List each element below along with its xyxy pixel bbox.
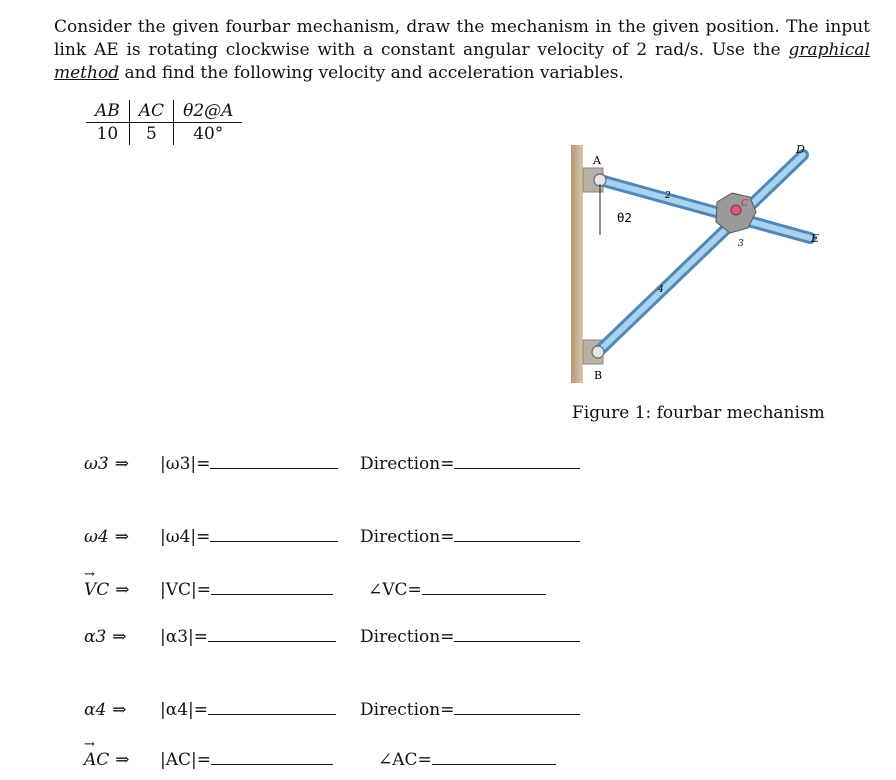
magnitude-omega3: |ω3|= bbox=[160, 454, 338, 474]
omega4-direction-blank[interactable] bbox=[454, 540, 580, 542]
answer-row-alpha4 bbox=[0, 700, 896, 730]
vc-angle-blank[interactable] bbox=[422, 593, 546, 595]
answer-row-alpha3 bbox=[0, 627, 896, 657]
figure-caption: Figure 1: fourbar mechanism bbox=[572, 403, 825, 423]
pin-b bbox=[592, 346, 604, 358]
magnitude-alpha4: |α4|= bbox=[160, 700, 336, 720]
omega4-magnitude-blank[interactable] bbox=[210, 540, 338, 542]
label-link-3: 3 bbox=[738, 239, 744, 249]
answer-row-vc bbox=[0, 580, 896, 610]
answer-row-omega4 bbox=[0, 527, 896, 557]
header-ab: AB bbox=[86, 100, 129, 123]
label-d: D bbox=[796, 143, 805, 156]
ac-magnitude-blank[interactable] bbox=[211, 763, 333, 765]
label-a: A bbox=[593, 154, 601, 167]
magnitude-alpha3: |α3|= bbox=[160, 627, 336, 647]
direction-omega3: Direction= bbox=[360, 454, 580, 474]
symbol-ac: → AC ⇒ bbox=[84, 750, 130, 770]
answer-row-ac bbox=[0, 750, 896, 780]
alpha3-magnitude-blank[interactable] bbox=[208, 640, 336, 642]
ac-angle-blank[interactable] bbox=[432, 763, 556, 765]
header-theta: θ2@A bbox=[174, 100, 243, 123]
label-link-2: 2 bbox=[665, 191, 671, 201]
problem-text-before: Consider the given fourbar mechanism, draw the mechanism in the given position. The input link AE is rotating clockwise with a constant angular velocity of 2 rad/s. Use the bbox=[54, 17, 870, 60]
symbol-alpha3: α3 ⇒ bbox=[84, 627, 127, 647]
vc-magnitude-blank[interactable] bbox=[211, 593, 333, 595]
fourbar-mechanism-figure bbox=[560, 140, 840, 390]
magnitude-vc: |VC|= bbox=[160, 580, 333, 600]
label-c: C bbox=[741, 199, 748, 209]
alpha4-magnitude-blank[interactable] bbox=[208, 713, 336, 715]
omega3-direction-blank[interactable] bbox=[454, 467, 580, 469]
direction-omega4: Direction= bbox=[360, 527, 580, 547]
angle-ac: ∠AC= bbox=[378, 750, 556, 770]
pin-c bbox=[731, 205, 741, 215]
answer-row-omega3 bbox=[0, 454, 896, 484]
symbol-omega3: ω3 ⇒ bbox=[84, 454, 129, 474]
angle-vc: ∠VC= bbox=[368, 580, 546, 600]
parameter-table bbox=[86, 100, 242, 145]
magnitude-omega4: |ω4|= bbox=[160, 527, 338, 547]
value-theta: 40° bbox=[193, 124, 224, 144]
label-e: E bbox=[811, 232, 820, 245]
label-b: B bbox=[594, 369, 603, 382]
symbol-vc: → VC ⇒ bbox=[84, 580, 130, 600]
magnitude-ac: |AC|= bbox=[160, 750, 333, 770]
value-ab: 10 bbox=[86, 123, 129, 146]
header-ac: AC bbox=[129, 100, 173, 123]
problem-statement bbox=[54, 16, 870, 85]
symbol-alpha4: α4 ⇒ bbox=[84, 700, 127, 720]
direction-alpha3: Direction= bbox=[360, 627, 580, 647]
graphical-method-text: graphical method bbox=[54, 40, 870, 83]
problem-text-after: and find the following velocity and acceleration variables. bbox=[119, 63, 624, 83]
alpha3-direction-blank[interactable] bbox=[454, 640, 580, 642]
label-link-4: 4 bbox=[658, 285, 664, 295]
direction-alpha4: Direction= bbox=[360, 700, 580, 720]
omega3-magnitude-blank[interactable] bbox=[210, 467, 338, 469]
alpha4-direction-blank[interactable] bbox=[454, 713, 580, 715]
value-ac: 5 bbox=[129, 123, 173, 146]
label-theta2: θ2 bbox=[617, 211, 632, 225]
ground-wall bbox=[571, 145, 583, 383]
symbol-omega4: ω4 ⇒ bbox=[84, 527, 129, 547]
